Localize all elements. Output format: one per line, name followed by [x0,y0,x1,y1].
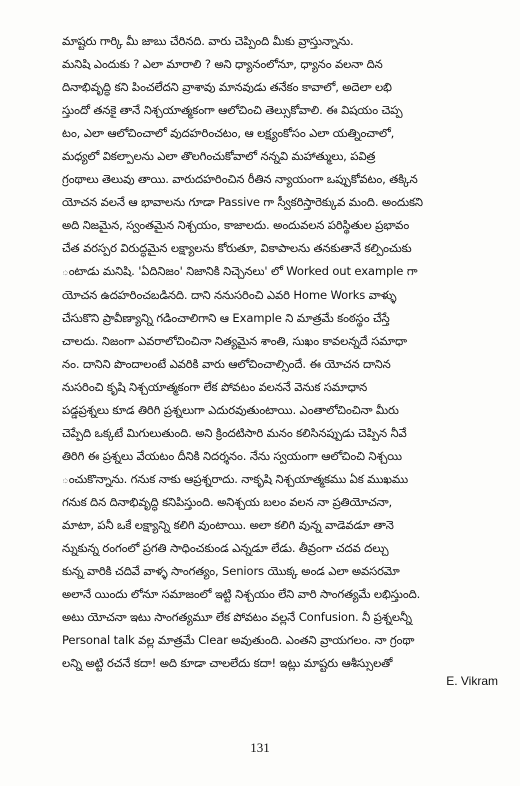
text-line: అటు యోచనా ఇటు సాంగత్యమూ లేక పోవటం వల్లనే Confusion. నీ ప్రశ్నలన్నీ [62,610,412,625]
text-line: పడ్డప్రశ్నలు కూడ తిరిగి ప్రశ్నలుగా ఎదురవుతుంటాయి. ఎంతాలోచించినా మీరు [62,402,399,417]
text-line: అది నిజమైన, స్వంతమైన నిశ్చయం, కాజాలదు. అందువలన పరిస్థితుల ప్రభావం [62,218,410,233]
text-line: మాటా, పనీ ఒకే లక్ష్యాన్ని కలిగి వుంటాయి. అలా కలిగి వున్న వాడెవడూ తానె [62,517,394,532]
text-line: మనిషి ఎందుకు ? ఎలా మారాలి ? అని ధ్యానంలోనూ, ధ్యానం వలనా దిన [62,57,383,72]
text-line: ంటాడు మనిషి. 'ఏదినిజం' నిజానికి నిచ్చెనలు' లో Worked out example గా [62,264,418,279]
text-line: నుసరించి కృషి నిశ్చయాత్మకంగా లేక పోవటం వలననే వెనుక సమాధాన [62,379,368,394]
text-line: దినాభివృద్ధి కని పించలేదని వ్రాశావు మానవుడు తనేకం కావాలో, అదెలా లభి [62,80,392,95]
text-line: చేసుకొని ప్రావీణ్యాన్ని గడించాలిగాని ఆ Example ని మాత్రమే కంఠస్థం చేస్తే [62,310,390,325]
page-number: 131 [250,740,270,755]
text-line: మాష్టరు గార్కి మీ జాబు చేరినది. వారు చెప్పింది మీకు వ్రాస్తున్నాను. [62,34,354,48]
text-line: కున్న వారికి చదివే వాళ్ళ సాంగత్యం, Seniors యొక్క అండ ఎలా అవసరమో [62,564,400,579]
text-line: టం, ఎలా ఆలోచించాలో వుదహరించటం, ఆ లక్ష్యంకోసం ఎలా యత్నించాలో, [62,126,395,141]
text-line: అలానే యిందు లోనూ సమాజంలో ఇట్టి నిశ్చయం లేని వారి సాంగత్యమే లభిస్తుంది. [62,587,421,602]
text-line: లన్ని అట్టి రచనే కదా! అది కూడా చాలలేదు కదా! ఇట్లు మాష్టరు ఆశీస్సులతో [62,656,393,671]
text-line: న్నుకున్న రంగంలో ప్రగతి సాధించకుండ ఎన్నడూ లేడు. తీవ్రంగా చదవ దల్చు [62,541,389,556]
text-line: గనుక దిన దినాభివృద్ధి కనిపిస్తుంది. అనిశ్చయ బలం వలన నా ప్రతియోచనా, [62,494,393,509]
letter-body [62,30,502,675]
text-line: స్తుందో తనకై తానే నిశ్చయాత్మకంగా ఆలోచించి తెల్సుకోవాలి. ఈ విషయం చెప్ప [62,103,403,118]
text-line: చాలదు. నిజంగా ఎవరాలోచించినా నిత్యమైన శాంతి, సుఖం కావలన్నదే సమాధా [62,333,407,348]
text-line: Personal talk వల్ల మాత్రమే Clear అవుతుంది. ఎంతని వ్రాయగలం. నా గ్రంథా [62,633,415,648]
text-line: యోచన ఉదహరించబడినది. దాని ననుసరించి ఎవరి Home Works వాళ్ళు [62,287,397,302]
text-line: తిరిగి ఈ ప్రశ్నలు వేయటం దీనికి నిదర్శనం. నేను స్వయంగా ఆలోచించి నిశ్చయి [62,448,402,463]
text-line: మధ్యలో వికల్పాలను ఎలా తొలగించుకోవాలో నన్నవి మహాత్ములు, పవిత్ర [62,149,376,164]
text-line: చెప్పేది ఒక్కటే మిగులుతుంది. అని క్రిందటిసారి మనం కలిసినప్పుడు చెప్పిన నీవే [62,425,407,440]
text-line: చేత వరస్పర విరుద్ధమైన లక్ష్యాలను కోరుతూ, వికాపాలను తనకుతానే కల్పించుకు [62,241,412,256]
text-line: నం. దానిని పొందాలంటే ఎవరికి వారు ఆలోచించాల్సిందే. ఈ యోచన దానిన [62,356,391,371]
text-line: గ్రంథాలు తెలువు తాయి. వారుదహరించిన రీతిన న్యాయంగా ఒప్పుకోవటం, తక్కిన [62,172,418,187]
text-line: ంచుకొన్నాను. గనుక నాకు ఆప్రశ్నరాదు. నాకృషి నిశ్చయాత్మకము ఏక ముఖము [62,471,408,486]
text-line: యోచన వలనే ఆ భావాలను గూడా Passive గా స్వీకరిస్తారెక్కువ మంది. అందుకని [62,195,423,210]
signature: E. Vikram [446,674,498,688]
